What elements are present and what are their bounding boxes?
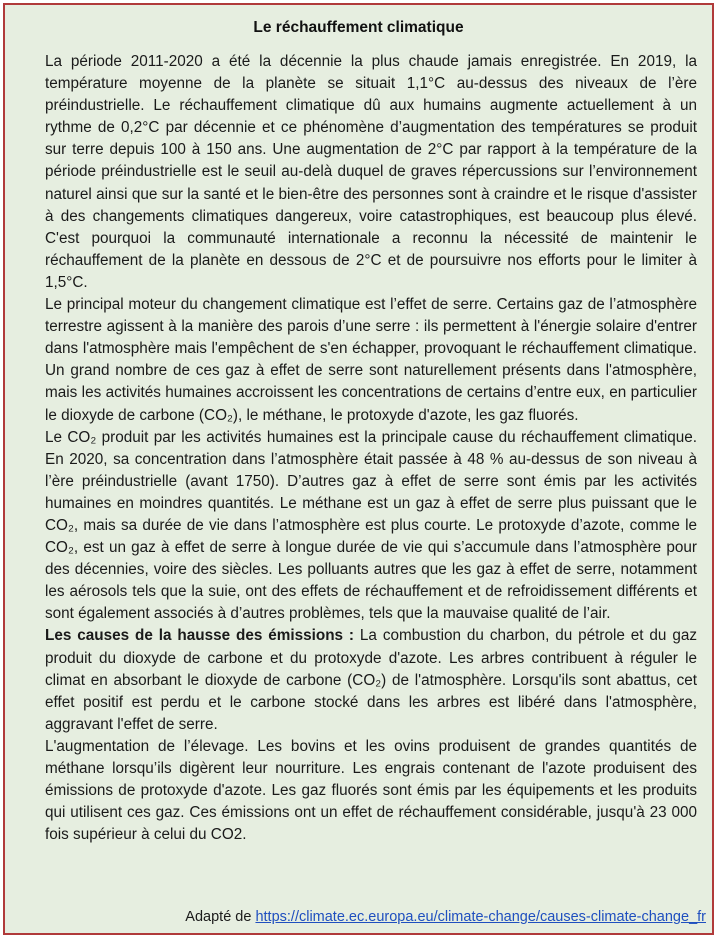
- paragraph-livestock: L'augmentation de l’élevage. Les bovins et les ovins produisent de grandes quantités de méthane lorsqu’ils digèrent leur nourriture. Les engrais contenant de l'azote produisent des émissions de protoxyde d'azote. Les gaz fluorés sont émis par les équipements et les produits qui utilisent ces gaz. Ces émissions ont un effet de réchauffement considérable, jusqu'à 23 000 fois supérieur à celui du CO2.: [45, 737, 697, 844]
- paragraph-greenhouse-effect: Le principal moteur du changement climatique est l’effet de serre. Certains gaz de l’atmosphère terrestre agissent à la manière des parois d’une serre : ils permettent à l'énergie solaire d'entrer dans l'atmosphère mais l'empêchent de s'en échapper, provoquant le réchauffement climatique. Un grand nombre de ces gaz à effet de serre sont naturellement présents dans l'atmosphère, mais les activités humaines accroissent les concentrations de certains d’entre eux, en particulier le dioxyde de carbone (CO₂), le méthane, le protoxyde d'azote, les gaz fluorés.: [45, 296, 697, 424]
- causes-heading: Les causes de la hausse des émissions :: [45, 627, 355, 645]
- causes-text: La combustion du charbon, du pétrole et du gaz produit du dioxyde de carbone et du protoxyde d'azote. Les arbres contribuent à réguler le climat en absorbant le dioxyde de carbone (CO₂) de l'atmosphère. Lorsqu'ils sont abattus, cet effet positif est perdu et le carbone stocké dans les arbres est libéré dans l'atmosphère, aggravant l'effet de serre.: [45, 627, 697, 733]
- source-prefix: Adapté de: [185, 909, 256, 925]
- document-body: [45, 51, 697, 846]
- paragraph-causes: [45, 625, 697, 735]
- document-title: Le réchauffement climatique: [253, 19, 464, 36]
- paragraph-temperature: La période 2011-2020 a été la décennie la plus chaude jamais enregistrée. En 2019, la température moyenne de la planète se situait 1,1°C au-dessus des niveaux de l’ère préindustrielle. Le réchauffement climatique dû aux humains augmente actuellement à un rythme de 0,2°C par décennie et ce phénomène d’augmentation des températures se produit sur terre depuis 100 à 150 ans. Une augmentation de 2°C par rapport à la température de la période préindustrielle est le seuil au-delà duquel de graves répercussions sur l’environnement naturel ainsi que sur la santé et le bien-être des personnes sont à craindre et le risque d'assister à des changements climatiques dangereux, voire catastrophiques, est beaucoup plus élevé. C'est pourquoi la communauté internationale a reconnu la nécessité de maintenir le réchauffement de la planète en dessous de 2°C et de poursuivre nos efforts pour le limiter à 1,5°C.: [45, 53, 697, 291]
- source-line: [185, 909, 706, 925]
- source-link[interactable]: https://climate.ec.europa.eu/climate-change/causes-climate-change_fr: [255, 909, 706, 925]
- paragraph-co2: Le CO₂ produit par les activités humaines est la principale cause du réchauffement climatique. En 2020, sa concentration dans l’atmosphère était passée à 48 % au-dessus de son niveau à l’ère préindustrielle (avant 1750). D’autres gaz à effet de serre sont émis par les activités humaines en moindres quantités. Le méthane est un gaz à effet de serre plus puissant que le CO₂, mais sa durée de vie dans l’atmosphère est plus courte. Le protoxyde d’azote, comme le CO₂, est un gaz à effet de serre à longue durée de vie qui s’accumule dans l’atmosphère pour des décennies, voire des siècles. Les polluants autres que les gaz à effet de serre, notamment les aérosols tels que la suie, ont des effets de réchauffement et de refroidissement différents et sont également associés à d’autres problèmes, tels que la mauvaise qualité de l’air.: [45, 428, 697, 623]
- document-box: [3, 3, 714, 935]
